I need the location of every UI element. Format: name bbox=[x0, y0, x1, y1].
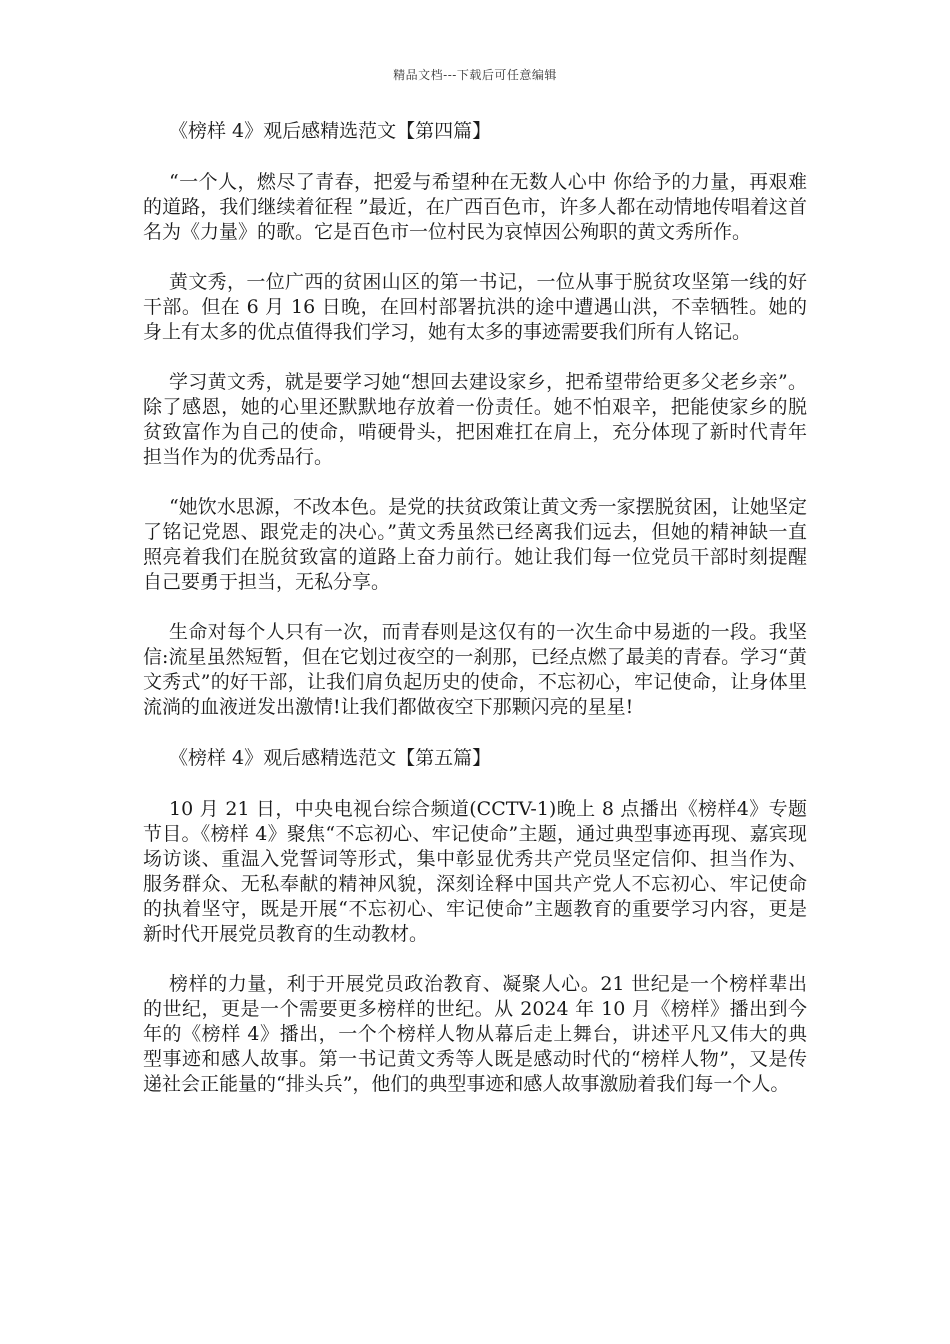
paragraph: 10 月 21 日，中央电视台综合频道(CCTV-1)晚上 8 点播出《榜样4》专题节目。《榜样 4》聚焦“不忘初心、牢记使命”主题，通过典型事迹再现、嘉宾现场访谈、重温入党誓词等形式，集中彰显优秀共产党员坚定信仰、担当作为、服务群众、无私奉献的精神风貌，深刻诠释中国共产党人不忘初心、牢记使命的执着坚守，既是开展“不忘初心、牢记使命”主题教育的重要学习内容，更是新时代开展党员教育的生动教材。 bbox=[143, 798, 807, 945]
page-header-watermark: 精品文档---下载后可任意编辑 bbox=[393, 68, 557, 82]
paragraph: 学习黄文秀，就是要学习她“想回去建设家乡，把希望带给更多父老乡亲”。除了感恩，她的心里还默默地存放着一份责任。她不怕艰辛，把能使家乡的脱贫致富作为自己的使命，啃硬骨头，把困难扛在肩上，充分体现了新时代青年担当作为的优秀品行。 bbox=[143, 371, 807, 468]
spacer bbox=[143, 771, 807, 797]
section-title-5: 《榜样 4》观后感精选范文【第五篇】 bbox=[169, 747, 492, 769]
paragraph: 黄文秀，一位广西的贫困山区的第一书记，一位从事于脱贫攻坚第一线的好干部。但在 6 月 16 日晚，在回村部署抗洪的途中遭遇山洪，不幸牺牲。她的身上有太多的优点值得我们学习，她有太多的事迹需要我们所有人铭记。 bbox=[143, 271, 807, 343]
paragraph: 榜样的力量，利于开展党员政治教育、凝聚人心。21 世纪是一个榜样辈出的世纪，更是一个需要更多榜样的世纪。从 2024 年 10 月《榜样》播出到今年的《榜样 4》播出，一个个榜样人物从幕后走上舞台，讲述平凡又伟大的典型事迹和感人故事。第一书记黄文秀等人既是感动时代的“榜样人物”，又是传递社会正能量的“排头兵”，他们的典型事迹和感人故事激励着我们每一个人。 bbox=[143, 973, 807, 1095]
spacer bbox=[143, 470, 807, 495]
spacer bbox=[143, 144, 807, 170]
spacer bbox=[143, 947, 807, 972]
spacer bbox=[143, 345, 807, 370]
spacer bbox=[143, 595, 807, 620]
document-body bbox=[143, 118, 807, 1097]
paragraph: “她饮水思源，不改本色。是党的扶贫政策让黄文秀一家摆脱贫困，让她坚定了铭记党恩、跟党走的决心。”黄文秀虽然已经离我们远去，但她的精神缺一直照亮着我们在脱贫致富的道路上奋力前行。她让我们每一位党员干部时刻提醒自己要勇于担当，无私分享。 bbox=[143, 496, 807, 593]
paragraph: “一个人，燃尽了青春，把爱与希望种在无数人心中 你给予的力量，再艰难的道路，我们继续着征程 ”最近，在广西百色市，许多人都在动情地传唱着这首名为《力量》的歌。它是百色市一位村民为哀悼因公殉职的黄文秀所作。 bbox=[143, 171, 807, 243]
spacer bbox=[143, 245, 807, 270]
section-title-4: 《榜样 4》观后感精选范文【第四篇】 bbox=[169, 120, 492, 142]
spacer bbox=[143, 720, 807, 745]
paragraph: 生命对每个人只有一次，而青春则是这仅有的一次生命中易逝的一段。我坚信:流星虽然短暂，但在它划过夜空的一刹那，已经点燃了最美的青春。学习“黄文秀式”的好干部，让我们肩负起历史的使命，不忘初心，牢记使命，让身体里流淌的血液迸发出激情!让我们都做夜空下那颗闪亮的星星! bbox=[143, 621, 807, 718]
